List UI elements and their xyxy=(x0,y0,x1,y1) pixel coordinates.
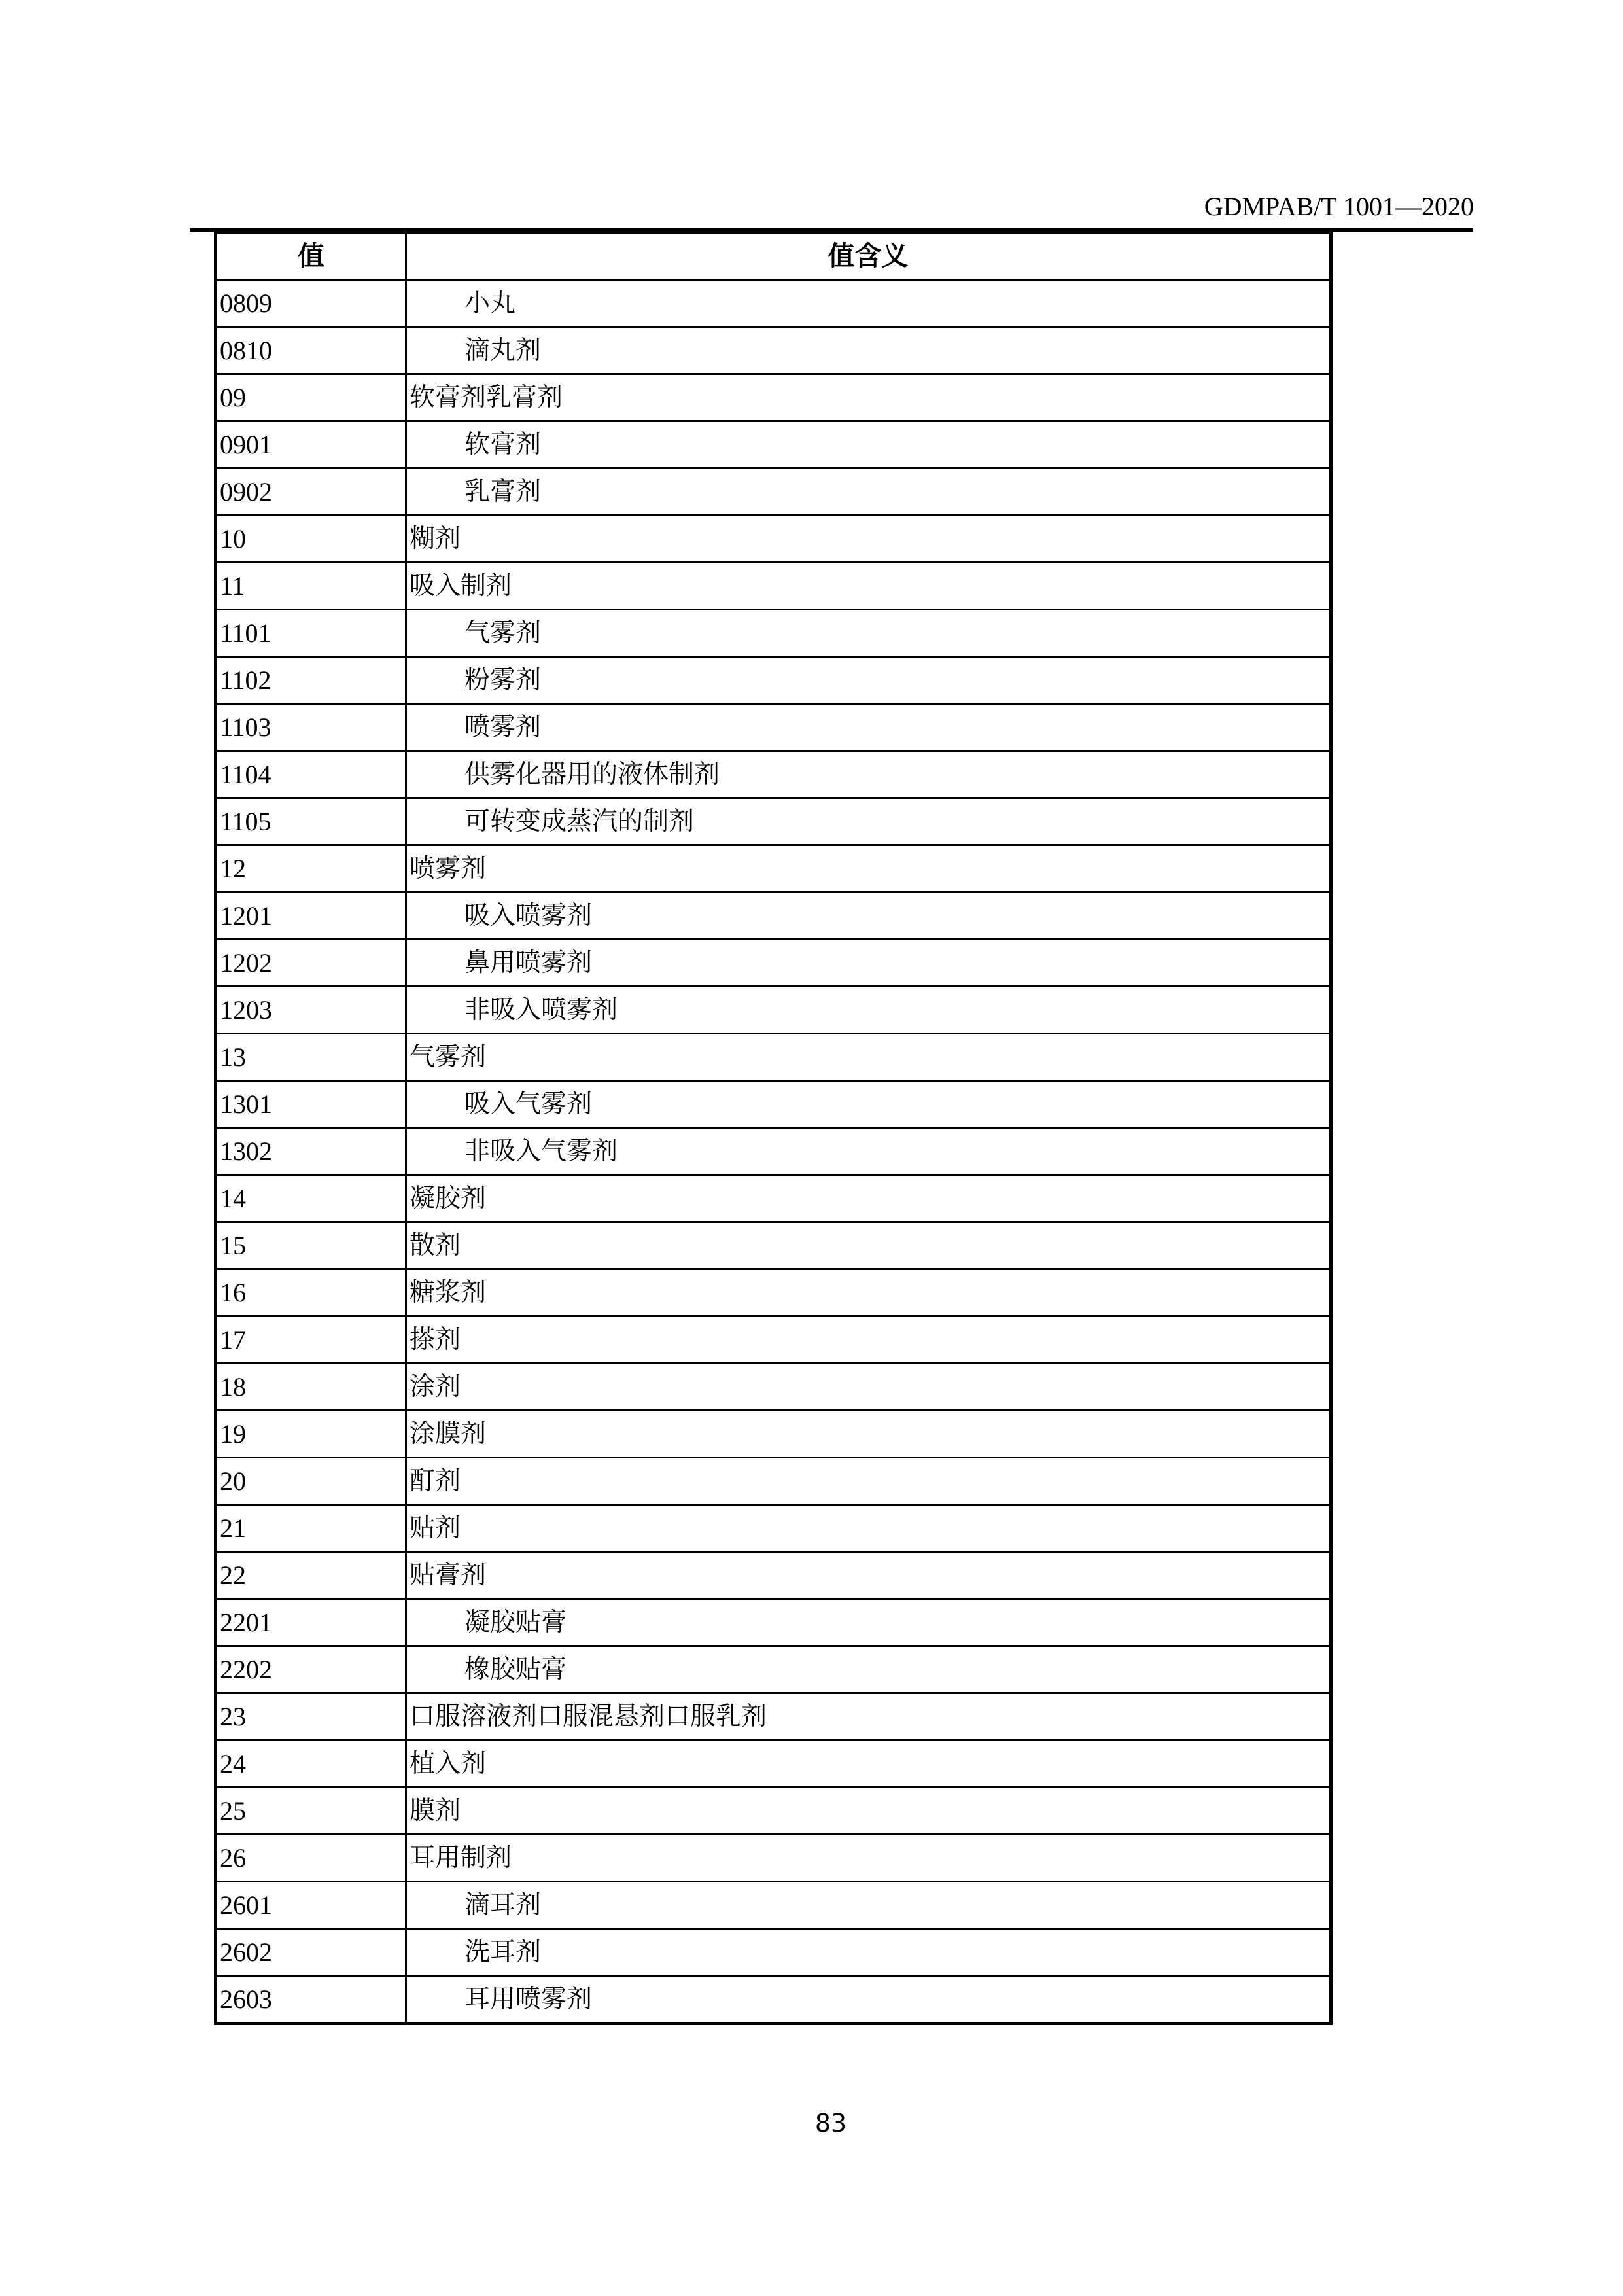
meaning-cell: 植入剂 xyxy=(406,1740,1331,1788)
value-cell: 19 xyxy=(216,1411,406,1458)
table-row xyxy=(216,1976,1331,2024)
meaning-cell: 非吸入气雾剂 xyxy=(406,1128,1331,1175)
value-cell: 1201 xyxy=(216,892,406,940)
page-number: 83 xyxy=(814,2109,847,2138)
meaning-cell: 橡胶贴膏 xyxy=(406,1646,1331,1693)
table-row xyxy=(216,1175,1331,1222)
table-row xyxy=(216,1835,1331,1882)
table-row xyxy=(216,845,1331,892)
meaning-cell: 软膏剂 xyxy=(406,421,1331,468)
value-cell: 25 xyxy=(216,1788,406,1835)
value-cell: 10 xyxy=(216,516,406,563)
meaning-cell: 小丸 xyxy=(406,280,1331,327)
value-cell: 2202 xyxy=(216,1646,406,1693)
value-cell: 26 xyxy=(216,1835,406,1882)
value-cell: 15 xyxy=(216,1222,406,1269)
meaning-cell: 气雾剂 xyxy=(406,610,1331,657)
meaning-cell: 乳膏剂 xyxy=(406,468,1331,516)
meaning-cell: 糖浆剂 xyxy=(406,1269,1331,1316)
value-cell: 18 xyxy=(216,1364,406,1411)
value-cell: 14 xyxy=(216,1175,406,1222)
meaning-cell: 膜剂 xyxy=(406,1788,1331,1835)
meaning-cell: 软膏剂乳膏剂 xyxy=(406,374,1331,421)
table-row xyxy=(216,1929,1331,1976)
value-cell: 09 xyxy=(216,374,406,421)
table-row xyxy=(216,751,1331,798)
meaning-cell: 供雾化器用的液体制剂 xyxy=(406,751,1331,798)
table-row xyxy=(216,468,1331,516)
value-cell: 2201 xyxy=(216,1599,406,1646)
table-row xyxy=(216,657,1331,704)
meaning-cell: 贴剂 xyxy=(406,1505,1331,1552)
meaning-cell: 口服溶液剂口服混悬剂口服乳剂 xyxy=(406,1693,1331,1740)
table-row xyxy=(216,1269,1331,1316)
meaning-cell: 气雾剂 xyxy=(406,1034,1331,1081)
column-header-meaning: 值含义 xyxy=(406,232,1331,280)
value-cell: 22 xyxy=(216,1552,406,1599)
table-row xyxy=(216,1128,1331,1175)
value-cell: 2602 xyxy=(216,1929,406,1976)
table-row xyxy=(216,1505,1331,1552)
meaning-cell: 凝胶剂 xyxy=(406,1175,1331,1222)
value-cell: 20 xyxy=(216,1458,406,1505)
table-body xyxy=(216,280,1331,2024)
meaning-cell: 搽剂 xyxy=(406,1316,1331,1364)
meaning-cell: 贴膏剂 xyxy=(406,1552,1331,1599)
meaning-cell: 吸入喷雾剂 xyxy=(406,892,1331,940)
table-row xyxy=(216,704,1331,751)
table-row xyxy=(216,1081,1331,1128)
value-cell: 21 xyxy=(216,1505,406,1552)
value-cell: 16 xyxy=(216,1269,406,1316)
meaning-cell: 喷雾剂 xyxy=(406,704,1331,751)
column-header-value: 值 xyxy=(216,232,406,280)
table-row xyxy=(216,1222,1331,1269)
value-cell: 12 xyxy=(216,845,406,892)
value-cell: 2603 xyxy=(216,1976,406,2024)
meaning-cell: 可转变成蒸汽的制剂 xyxy=(406,798,1331,845)
table-row xyxy=(216,1316,1331,1364)
value-cell: 1203 xyxy=(216,987,406,1034)
table-row xyxy=(216,563,1331,610)
value-cell: 0809 xyxy=(216,280,406,327)
meaning-cell: 吸入制剂 xyxy=(406,563,1331,610)
table-row xyxy=(216,1740,1331,1788)
table-row xyxy=(216,1411,1331,1458)
table-row xyxy=(216,327,1331,374)
table-row xyxy=(216,1552,1331,1599)
table-row xyxy=(216,421,1331,468)
value-cell: 1301 xyxy=(216,1081,406,1128)
table-row xyxy=(216,1364,1331,1411)
value-cell: 23 xyxy=(216,1693,406,1740)
meaning-cell: 酊剂 xyxy=(406,1458,1331,1505)
meaning-cell: 粉雾剂 xyxy=(406,657,1331,704)
value-cell: 0810 xyxy=(216,327,406,374)
value-cell: 0901 xyxy=(216,421,406,468)
dosage-form-code-table xyxy=(214,230,1333,2025)
table-row xyxy=(216,516,1331,563)
value-cell: 13 xyxy=(216,1034,406,1081)
value-cell: 0902 xyxy=(216,468,406,516)
table-row xyxy=(216,1882,1331,1929)
table-row xyxy=(216,1034,1331,1081)
table-row xyxy=(216,1646,1331,1693)
meaning-cell: 滴耳剂 xyxy=(406,1882,1331,1929)
value-cell: 1104 xyxy=(216,751,406,798)
value-cell: 1103 xyxy=(216,704,406,751)
table-row xyxy=(216,1693,1331,1740)
value-cell: 1102 xyxy=(216,657,406,704)
meaning-cell: 滴丸剂 xyxy=(406,327,1331,374)
table-row xyxy=(216,610,1331,657)
meaning-cell: 鼻用喷雾剂 xyxy=(406,940,1331,987)
meaning-cell: 凝胶贴膏 xyxy=(406,1599,1331,1646)
table-row xyxy=(216,1458,1331,1505)
table-row xyxy=(216,1788,1331,1835)
value-cell: 1101 xyxy=(216,610,406,657)
value-cell: 1302 xyxy=(216,1128,406,1175)
table-row xyxy=(216,1599,1331,1646)
meaning-cell: 耳用喷雾剂 xyxy=(406,1976,1331,2024)
meaning-cell: 喷雾剂 xyxy=(406,845,1331,892)
value-cell: 1105 xyxy=(216,798,406,845)
value-cell: 17 xyxy=(216,1316,406,1364)
table-row xyxy=(216,798,1331,845)
table-row xyxy=(216,940,1331,987)
meaning-cell: 涂膜剂 xyxy=(406,1411,1331,1458)
table-row xyxy=(216,374,1331,421)
value-cell: 11 xyxy=(216,563,406,610)
value-cell: 24 xyxy=(216,1740,406,1788)
table-header-row xyxy=(216,232,1331,280)
value-cell: 2601 xyxy=(216,1882,406,1929)
meaning-cell: 涂剂 xyxy=(406,1364,1331,1411)
meaning-cell: 吸入气雾剂 xyxy=(406,1081,1331,1128)
meaning-cell: 散剂 xyxy=(406,1222,1331,1269)
meaning-cell: 非吸入喷雾剂 xyxy=(406,987,1331,1034)
table-row xyxy=(216,280,1331,327)
table-row xyxy=(216,987,1331,1034)
meaning-cell: 洗耳剂 xyxy=(406,1929,1331,1976)
document-id: GDMPAB/T 1001—2020 xyxy=(1204,192,1474,221)
meaning-cell: 耳用制剂 xyxy=(406,1835,1331,1882)
value-cell: 1202 xyxy=(216,940,406,987)
meaning-cell: 糊剂 xyxy=(406,516,1331,563)
table-row xyxy=(216,892,1331,940)
